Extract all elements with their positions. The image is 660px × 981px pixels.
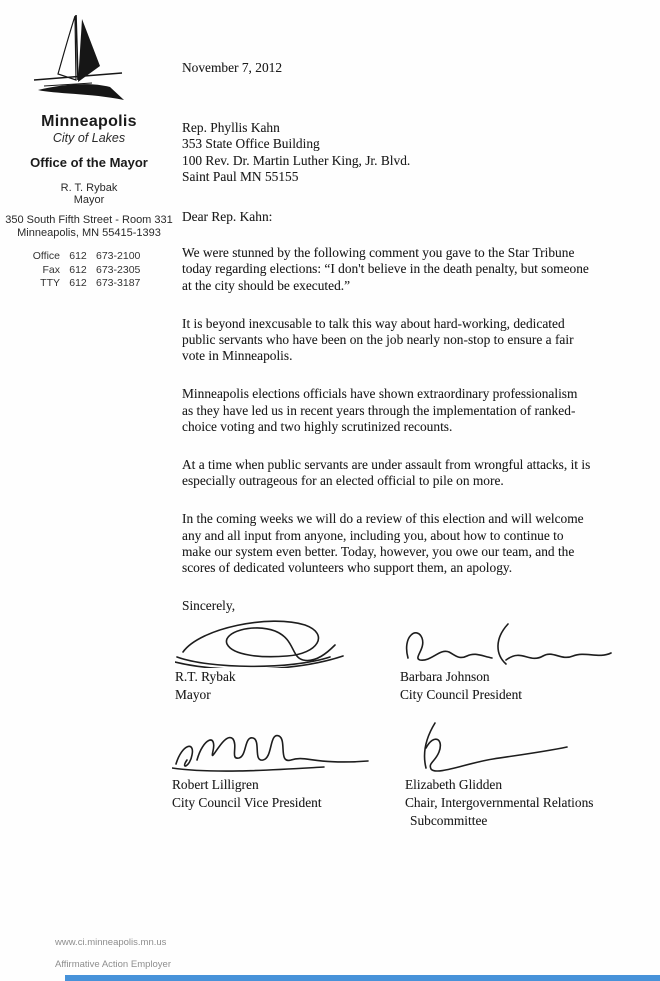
signature-block-lilligren	[172, 724, 372, 812]
signer-title: City Council President	[400, 687, 522, 702]
letterhead-address-line1: 350 South Fifth Street - Room 331	[5, 214, 173, 226]
paragraph-line: any and all input from anyone, including you, about how to continue to	[182, 527, 564, 543]
letter-date: November 7, 2012	[182, 60, 283, 75]
glidden-signature	[405, 718, 575, 776]
signer-name: Barbara Johnson	[400, 669, 490, 684]
letterhead-address-line2: Minneapolis, MN 55415-1393	[17, 227, 161, 239]
signer-title: Chair, Intergovernmental Relations	[405, 795, 594, 810]
salutation: Dear Rep. Kahn:	[182, 209, 273, 225]
paragraph-4	[182, 457, 654, 489]
paragraph-1	[182, 245, 654, 294]
paragraph-line: We were stunned by the following comment you gave to the Star Tribune	[182, 245, 575, 261]
paragraph-line: as they have led us in recent years through the implementation of ranked-	[182, 402, 576, 418]
letterhead-official-title: Mayor	[73, 194, 105, 206]
paragraph-line: At a time when public servants are under assault from wrongful attacks, it is	[182, 457, 591, 473]
paragraph-line: choice voting and two highly scrutinized recounts.	[182, 418, 453, 434]
paragraph-line: today regarding elections: “I don't believe in the death penalty, but someone	[182, 261, 589, 277]
phone-area-code: 612	[69, 250, 87, 262]
paragraph-3	[182, 386, 654, 435]
recipient-line: Rep. Phyllis Kahn	[182, 120, 280, 136]
paragraph-line: scores of dedicated volunteers who support them, an apology.	[182, 560, 513, 576]
phone-row-tty	[8, 277, 168, 291]
sailboat-logo-icon	[32, 12, 124, 108]
signer-title: City Council Vice President	[172, 795, 322, 810]
phone-number: 673-3187	[96, 277, 141, 289]
letterhead-tagline: City of Lakes	[52, 131, 126, 145]
recipient-address-block	[182, 120, 654, 185]
paragraph-line: especially outrageous for an elected official to pile on more.	[182, 473, 504, 489]
letterhead-office: Office of the Mayor	[30, 155, 148, 170]
signer-title-line2: Subcommittee	[410, 813, 488, 828]
closing: Sincerely,	[182, 598, 236, 614]
paragraph-5	[182, 511, 654, 576]
letterhead-official-name: R. T. Rybak	[60, 182, 118, 194]
phone-area-code: 612	[69, 277, 87, 289]
bottom-blue-strip	[65, 975, 660, 981]
paragraph-line: vote in Minneapolis.	[182, 348, 293, 364]
phone-number: 673-2305	[96, 263, 141, 276]
paragraph-line: make our system even better. Today, however, you owe our team, and the	[182, 543, 575, 559]
phone-number: 673-2100	[96, 250, 141, 262]
recipient-line: 100 Rev. Dr. Martin Luther King, Jr. Blvd.	[182, 152, 411, 168]
phone-label: TTY	[40, 277, 60, 289]
letter-body	[182, 60, 654, 614]
phone-area-code: 612	[69, 263, 87, 276]
paragraph-line: at the city should be executed.”	[182, 277, 351, 293]
signer-name: R.T. Rybak	[175, 669, 236, 684]
johnson-signature	[400, 620, 615, 668]
letterhead-phone-list	[8, 250, 168, 291]
signature-block-glidden	[405, 718, 594, 830]
signer-name: Robert Lilligren	[172, 777, 259, 792]
paragraph-line: It is beyond inexcusable to talk this way about hard-working, dedicated	[182, 315, 565, 331]
paragraph-2	[182, 316, 654, 365]
phone-label: Office	[32, 250, 60, 262]
phone-row-fax	[8, 264, 168, 278]
signer-title: Mayor	[175, 687, 211, 702]
paragraph-line: public servants who have been on the job nearly non-stop to ensure a fair	[182, 332, 574, 348]
paragraph-line: Minneapolis elections officials have shown extraordinary professionalism	[182, 386, 578, 402]
recipient-line: 353 State Office Building	[182, 136, 320, 152]
recipient-line: Saint Paul MN 55155	[182, 168, 299, 184]
rybak-signature	[175, 612, 350, 668]
letterhead-city: Minneapolis	[41, 113, 137, 130]
paragraph-line: In the coming weeks we will do a review of this election and will welcome	[182, 511, 584, 527]
phone-label: Fax	[42, 263, 60, 276]
footer-eeo-statement: Affirmative Action Employer	[55, 959, 171, 970]
phone-row-office	[8, 250, 168, 264]
footer-website: www.ci.minneapolis.mn.us	[55, 937, 167, 948]
signature-block-rybak	[175, 612, 350, 704]
signer-name: Elizabeth Glidden	[405, 777, 503, 792]
lilligren-signature	[172, 724, 372, 776]
signature-block-johnson	[400, 620, 615, 704]
